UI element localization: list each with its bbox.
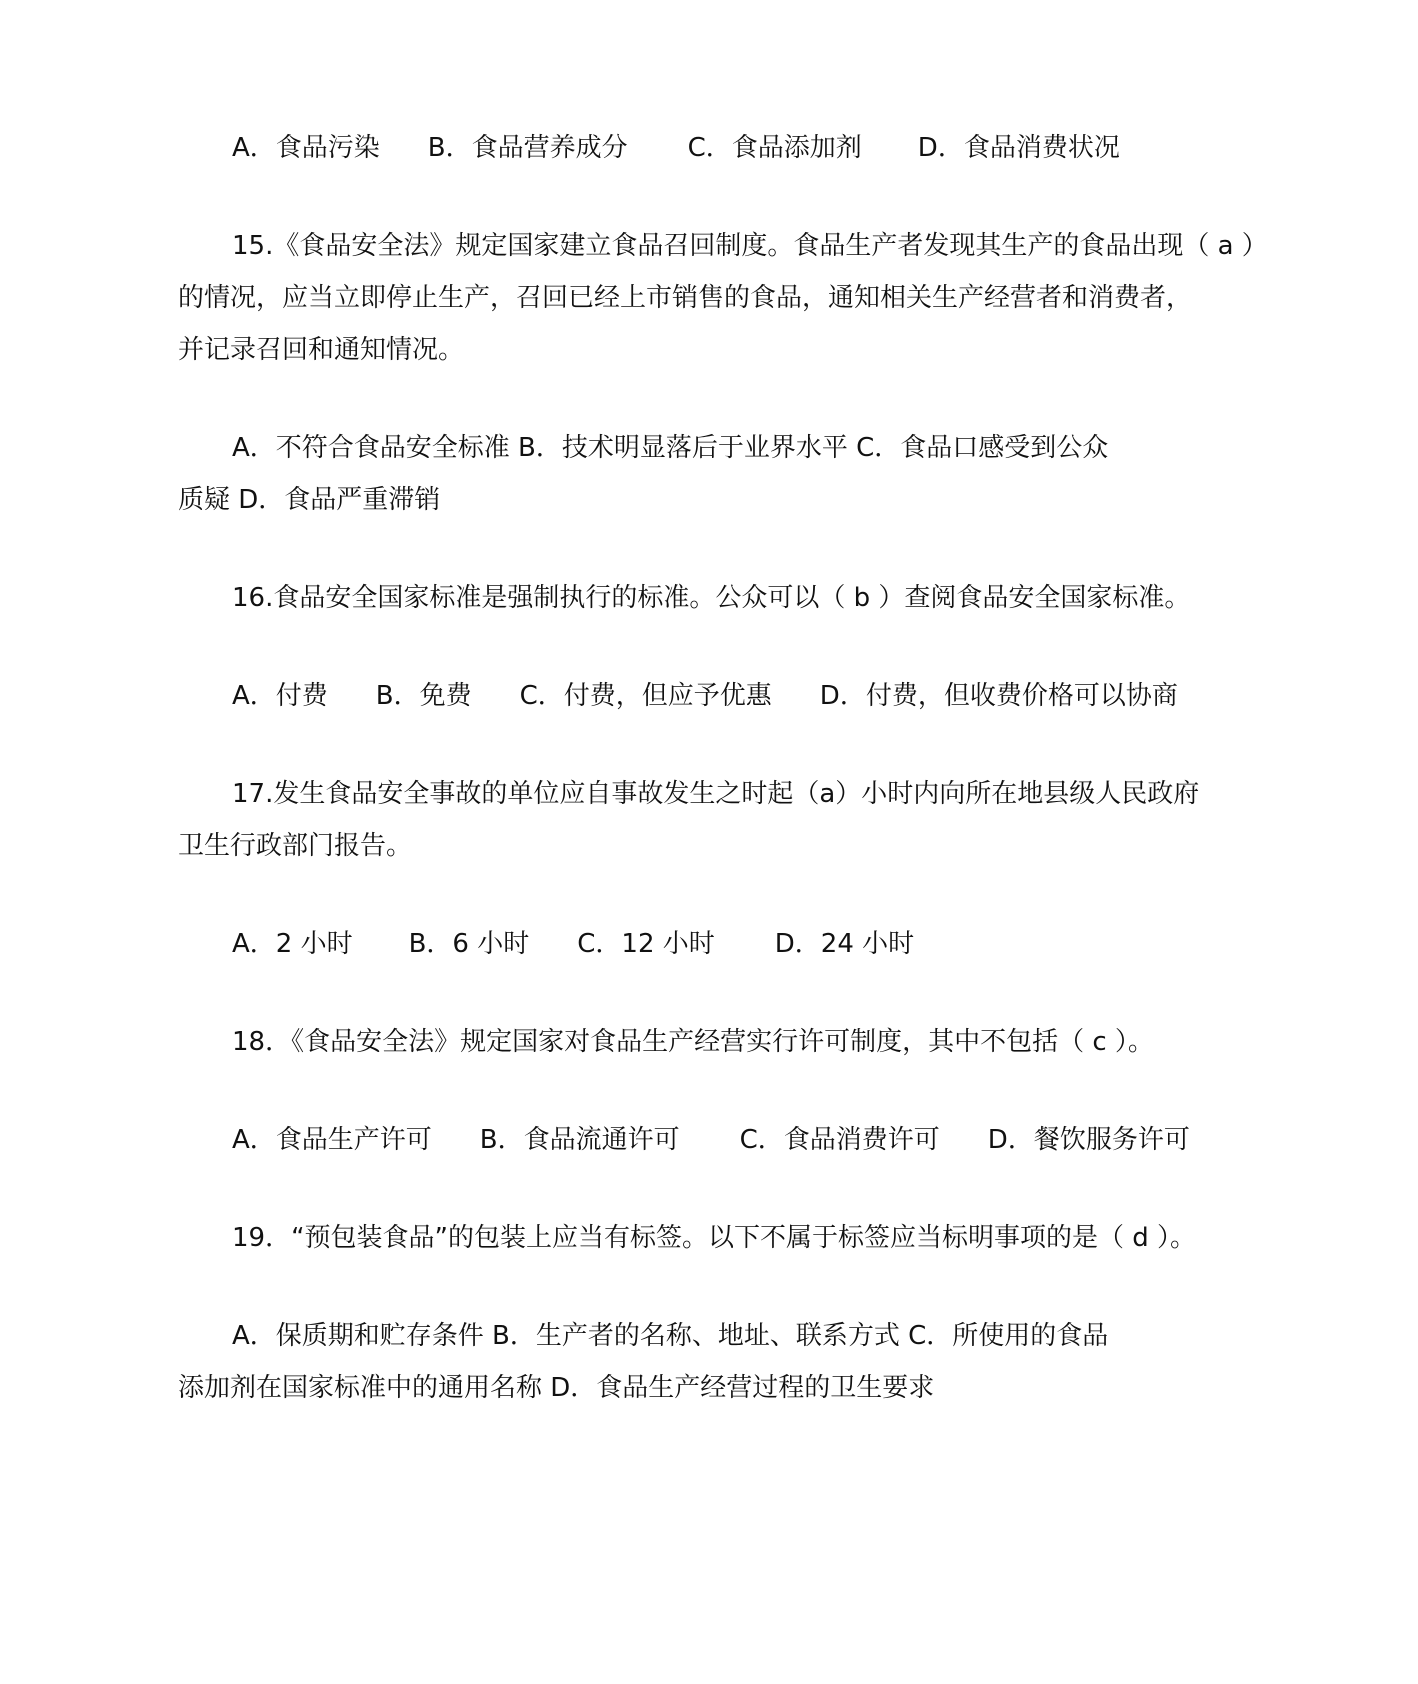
q16-options-line — [232, 668, 1312, 724]
q14-options-line — [232, 120, 1312, 176]
q17-options-line — [232, 916, 1312, 972]
q16-question-line-1: 16.食品安全国家标准是强制执行的标准。公众可以（ b ）查阅食品安全国家标准。 — [232, 583, 1191, 613]
q14-option-c: C．食品添加剂 — [687, 133, 862, 163]
q18-option-a: A．食品生产许可 — [232, 1125, 432, 1155]
q17-option-a: A．2 小时 — [232, 929, 353, 959]
q18-option-d: D．餐饮服务许可 — [987, 1125, 1190, 1155]
q17-option-b: B．6 小时 — [408, 929, 530, 959]
q14-option-a: A．食品污染 — [232, 133, 380, 163]
q16-option-a: A．付费 — [232, 681, 328, 711]
q16-option-b: B．免费 — [375, 681, 472, 711]
q16-option-d: D．付费，但收费价格可以协商 — [819, 681, 1178, 711]
q19-options-line-2: 添加剂在国家标准中的通用名称 D．食品生产经营过程的卫生要求 — [178, 1373, 935, 1403]
q14-option-b: B．食品营养成分 — [427, 133, 628, 163]
q18-option-b: B．食品流通许可 — [479, 1125, 680, 1155]
q18-option-c: C．食品消费许可 — [739, 1125, 940, 1155]
q17-question-line-2: 卫生行政部门报告。 — [178, 831, 413, 861]
q16-option-c: C．付费，但应予优惠 — [519, 681, 772, 711]
q17-option-d: D．24 小时 — [774, 929, 915, 959]
q15-options-line-2: 质疑 D．食品严重滞销 — [178, 485, 441, 515]
q15-question-line-1: 15.《食品安全法》规定国家建立食品召回制度。食品生产者发现其生产的食品出现（ a ） — [232, 231, 1268, 261]
q15-question-line-3: 并记录召回和通知情况。 — [178, 335, 465, 365]
q14-option-d: D．食品消费状况 — [917, 133, 1120, 163]
q15-options-line-1: A．不符合食品安全标准 B．技术明显落后于业界水平 C．食品口感受到公众 — [232, 433, 1109, 463]
q17-option-c: C．12 小时 — [577, 929, 715, 959]
q15-question-line-2: 的情况，应当立即停止生产，召回已经上市销售的食品，通知相关生产经营者和消费者， — [178, 283, 1193, 313]
q17-question-line-1: 17.发生食品安全事故的单位应自事故发生之时起（a）小时内向所在地县级人民政府 — [232, 779, 1200, 809]
q19-question-line-1: 19．“预包装食品”的包装上应当有标签。以下不属于标签应当标明事项的是（ d ）。 — [232, 1223, 1197, 1253]
q18-options-line — [232, 1112, 1312, 1168]
q19-options-line-1: A．保质期和贮存条件 B．生产者的名称、地址、联系方式 C．所使用的食品 — [232, 1321, 1109, 1351]
q18-question-line-1: 18．《食品安全法》规定国家对食品生产经营实行许可制度，其中不包括（ c ）。 — [232, 1027, 1154, 1057]
